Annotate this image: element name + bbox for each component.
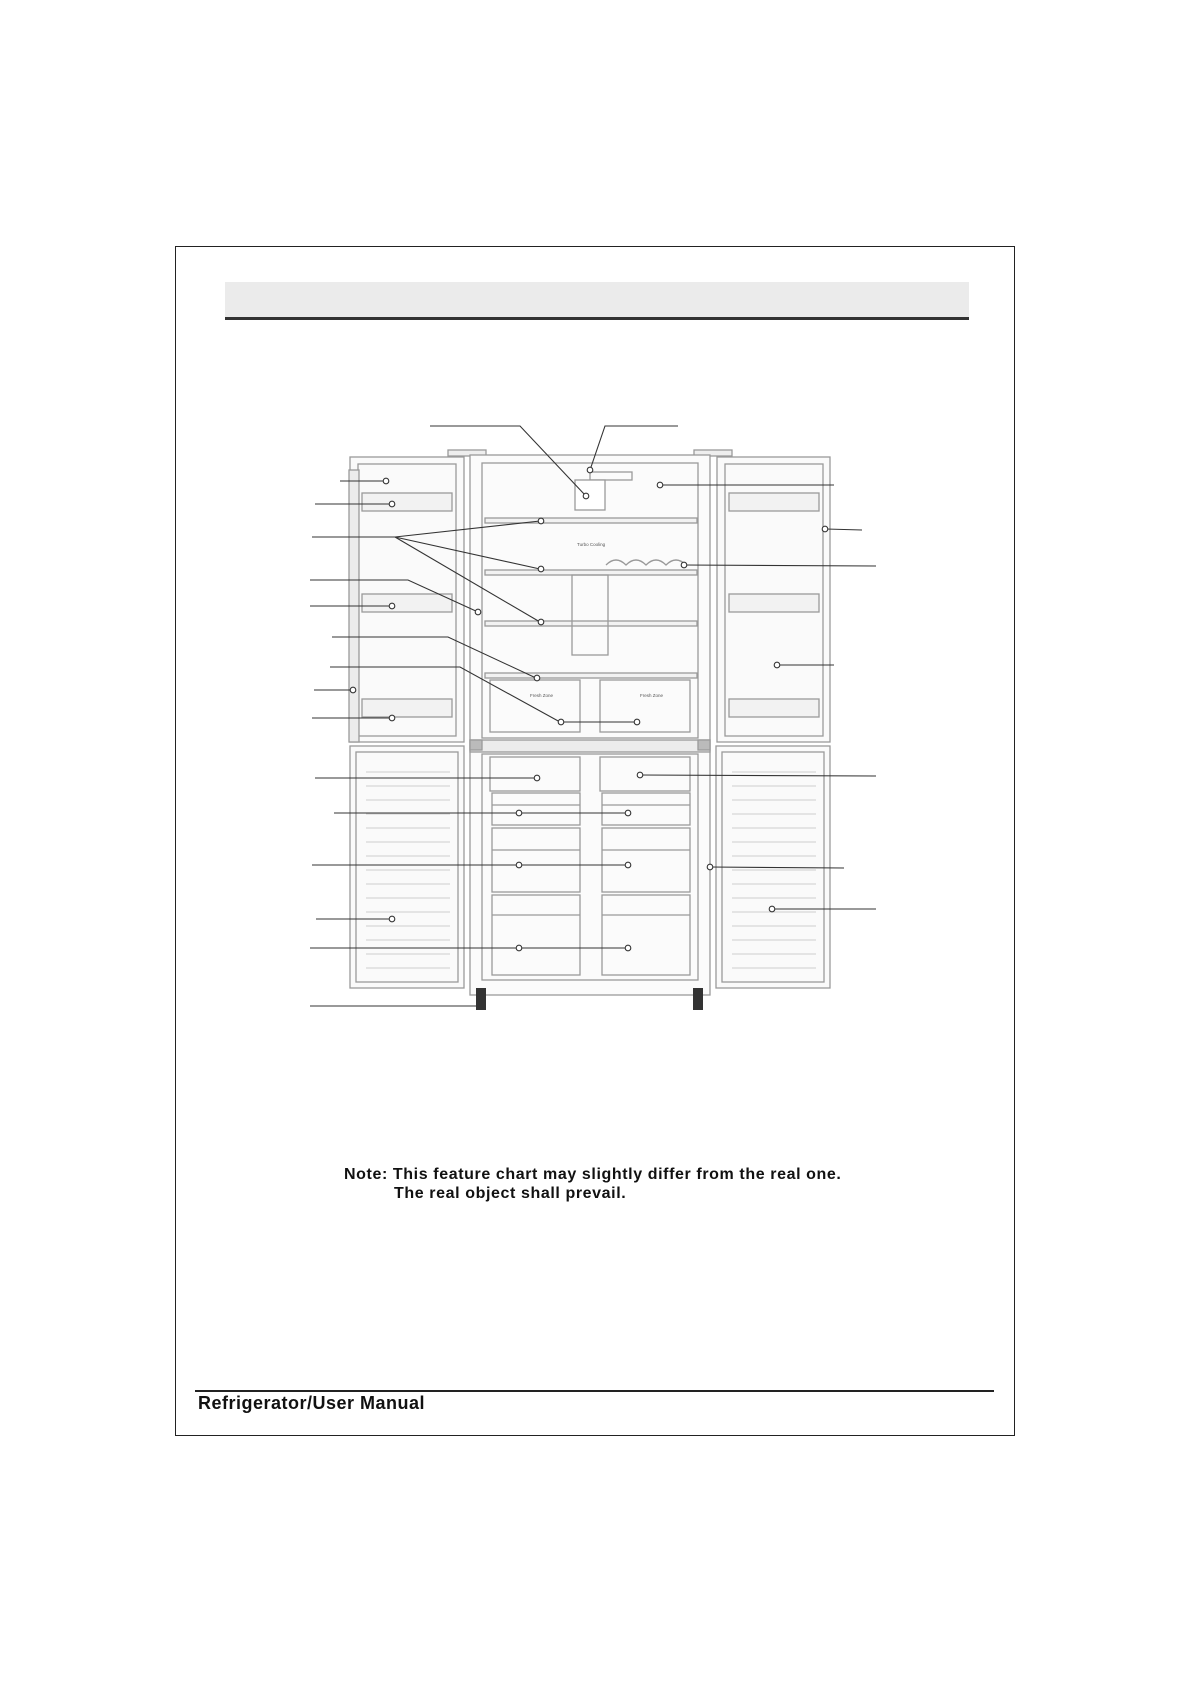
glass-shelf-3 [485, 621, 697, 626]
left-fresh-zone-label: Fresh Zone [530, 693, 554, 698]
left-adjustable-foot [476, 988, 486, 1010]
glass-shelf-1 [485, 518, 697, 523]
lower-left-door [350, 746, 464, 988]
note-line-2: The real object shall prevail. [394, 1185, 627, 1202]
turbo-cooling-label: Turbo Cooling [577, 542, 606, 547]
right-door-shelf-1 [729, 493, 819, 511]
footer-rule [195, 1390, 994, 1392]
left-door-shelf-1 [362, 493, 452, 511]
refrigerator-cabinet [470, 455, 710, 995]
left-door-shelf-3 [362, 699, 452, 717]
right-door-shelf-3 [729, 699, 819, 717]
note-line-1: Note: This feature chart may slightly differ from the real one. [344, 1166, 842, 1183]
right-fresh-zone-label: Fresh Zone [640, 693, 664, 698]
left-door-shelf-2 [362, 594, 452, 612]
glass-shelf-2 [485, 570, 697, 575]
footer-title: Refrigerator/User Manual [198, 1393, 426, 1413]
middle-divider [470, 740, 710, 752]
disclaimer-note [344, 1165, 841, 1203]
right-door-shelf-2 [729, 594, 819, 612]
control-panel [575, 480, 605, 510]
right-adjustable-foot [693, 988, 703, 1010]
crisper-cover [485, 673, 697, 678]
